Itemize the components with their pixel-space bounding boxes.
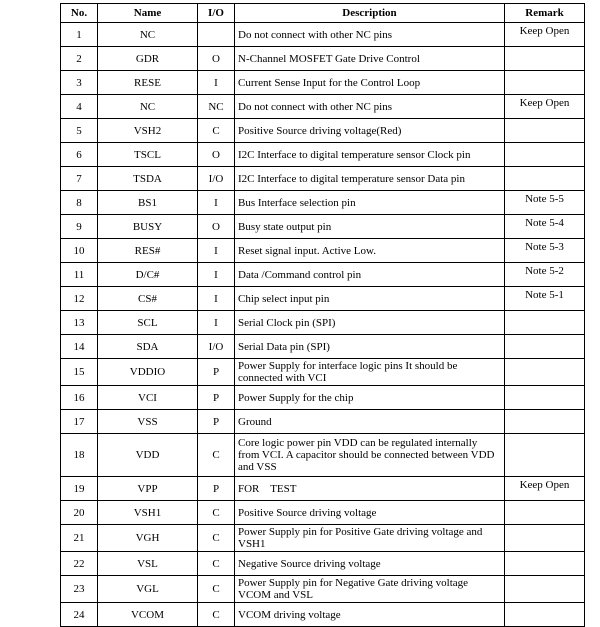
table-row — [61, 434, 585, 477]
cell-remark — [505, 167, 585, 191]
cell-io: P — [198, 477, 235, 501]
cell-no: 14 — [61, 335, 98, 359]
cell-no: 16 — [61, 386, 98, 410]
cell-no: 7 — [61, 167, 98, 191]
cell-remark — [505, 386, 585, 410]
cell-description: Positive Source driving voltage(Red) — [235, 119, 505, 143]
cell-remark — [505, 410, 585, 434]
cell-name: VDD — [98, 434, 198, 477]
table-row — [61, 501, 585, 525]
cell-description: FOR TEST — [235, 477, 505, 501]
table-body — [61, 23, 585, 627]
table-row — [61, 263, 585, 287]
cell-remark: Keep Open — [505, 95, 585, 119]
cell-name: BUSY — [98, 215, 198, 239]
table-row — [61, 119, 585, 143]
table-row — [61, 191, 585, 215]
cell-name: SDA — [98, 335, 198, 359]
table-row — [61, 239, 585, 263]
cell-remark — [505, 119, 585, 143]
cell-io: C — [198, 434, 235, 477]
table-row — [61, 525, 585, 552]
table-row — [61, 143, 585, 167]
header-io: I/O — [198, 4, 235, 23]
cell-no: 4 — [61, 95, 98, 119]
cell-name: TSCL — [98, 143, 198, 167]
cell-name: VSL — [98, 552, 198, 576]
cell-no: 19 — [61, 477, 98, 501]
cell-remark — [505, 335, 585, 359]
cell-name: TSDA — [98, 167, 198, 191]
cell-io: P — [198, 410, 235, 434]
cell-remark — [505, 576, 585, 603]
cell-remark: Note 5-5 — [505, 191, 585, 215]
cell-description: Power Supply for interface logic pins It should be connected with VCI — [235, 359, 505, 386]
table-row — [61, 95, 585, 119]
cell-description: VCOM driving voltage — [235, 603, 505, 627]
cell-no: 5 — [61, 119, 98, 143]
cell-io: C — [198, 501, 235, 525]
cell-no: 6 — [61, 143, 98, 167]
cell-remark — [505, 311, 585, 335]
cell-io: I — [198, 263, 235, 287]
cell-no: 11 — [61, 263, 98, 287]
cell-name: VCI — [98, 386, 198, 410]
table-row — [61, 287, 585, 311]
cell-name: NC — [98, 95, 198, 119]
cell-description: Core logic power pin VDD can be regulated internally from VCI. A capacitor should be connected between VDD and VSS — [235, 434, 505, 477]
cell-no: 15 — [61, 359, 98, 386]
cell-remark — [505, 525, 585, 552]
cell-io: C — [198, 603, 235, 627]
table-row — [61, 215, 585, 239]
cell-remark — [505, 501, 585, 525]
table-row — [61, 359, 585, 386]
cell-remark — [505, 434, 585, 477]
cell-remark: Keep Open — [505, 477, 585, 501]
cell-description: Positive Source driving voltage — [235, 501, 505, 525]
cell-name: VPP — [98, 477, 198, 501]
table-row — [61, 47, 585, 71]
table-row — [61, 410, 585, 434]
cell-name: VGL — [98, 576, 198, 603]
cell-name: RESE — [98, 71, 198, 95]
cell-description: Serial Data pin (SPI) — [235, 335, 505, 359]
table-header-row — [61, 4, 585, 23]
cell-description: Data /Command control pin — [235, 263, 505, 287]
header-no: No. — [61, 4, 98, 23]
cell-description: Serial Clock pin (SPI) — [235, 311, 505, 335]
cell-description: Busy state output pin — [235, 215, 505, 239]
cell-description: Reset signal input. Active Low. — [235, 239, 505, 263]
cell-io: P — [198, 359, 235, 386]
table-row — [61, 386, 585, 410]
cell-io: O — [198, 47, 235, 71]
cell-no: 21 — [61, 525, 98, 552]
cell-name: VGH — [98, 525, 198, 552]
cell-name: VSH1 — [98, 501, 198, 525]
pin-description-table — [60, 3, 585, 627]
cell-remark — [505, 47, 585, 71]
cell-name: RES# — [98, 239, 198, 263]
cell-io: I — [198, 191, 235, 215]
cell-description: Current Sense Input for the Control Loop — [235, 71, 505, 95]
cell-io: I — [198, 311, 235, 335]
cell-no: 18 — [61, 434, 98, 477]
table-row — [61, 335, 585, 359]
cell-description: Power Supply pin for Positive Gate driving voltage and VSH1 — [235, 525, 505, 552]
cell-io: NC — [198, 95, 235, 119]
cell-io: C — [198, 525, 235, 552]
cell-name: VCOM — [98, 603, 198, 627]
cell-description: N-Channel MOSFET Gate Drive Control — [235, 47, 505, 71]
cell-io: I — [198, 287, 235, 311]
cell-description: Power Supply pin for Negative Gate driving voltage VCOM and VSL — [235, 576, 505, 603]
cell-remark — [505, 71, 585, 95]
cell-description: Do not connect with other NC pins — [235, 95, 505, 119]
cell-name: SCL — [98, 311, 198, 335]
cell-remark: Note 5-4 — [505, 215, 585, 239]
cell-no: 17 — [61, 410, 98, 434]
table-row — [61, 311, 585, 335]
cell-io: O — [198, 143, 235, 167]
cell-io: I — [198, 239, 235, 263]
table-row — [61, 23, 585, 47]
cell-no: 10 — [61, 239, 98, 263]
cell-no: 23 — [61, 576, 98, 603]
cell-no: 12 — [61, 287, 98, 311]
cell-name: GDR — [98, 47, 198, 71]
cell-remark: Note 5-2 — [505, 263, 585, 287]
cell-no: 1 — [61, 23, 98, 47]
cell-io: C — [198, 576, 235, 603]
cell-description: I2C Interface to digital temperature sensor Clock pin — [235, 143, 505, 167]
cell-no: 24 — [61, 603, 98, 627]
cell-name: BS1 — [98, 191, 198, 215]
cell-description: Power Supply for the chip — [235, 386, 505, 410]
cell-remark — [505, 359, 585, 386]
cell-io: I/O — [198, 167, 235, 191]
cell-description: Chip select input pin — [235, 287, 505, 311]
table-row — [61, 576, 585, 603]
cell-io: C — [198, 552, 235, 576]
header-description: Description — [235, 4, 505, 23]
cell-remark — [505, 603, 585, 627]
table-row — [61, 603, 585, 627]
cell-io: O — [198, 215, 235, 239]
cell-io: I/O — [198, 335, 235, 359]
cell-io: I — [198, 71, 235, 95]
cell-remark: Note 5-1 — [505, 287, 585, 311]
cell-remark: Keep Open — [505, 23, 585, 47]
cell-no: 9 — [61, 215, 98, 239]
table-row — [61, 552, 585, 576]
header-name: Name — [98, 4, 198, 23]
cell-no: 20 — [61, 501, 98, 525]
cell-remark — [505, 552, 585, 576]
cell-description: Ground — [235, 410, 505, 434]
cell-name: NC — [98, 23, 198, 47]
cell-name: VSS — [98, 410, 198, 434]
cell-remark: Note 5-3 — [505, 239, 585, 263]
cell-no: 13 — [61, 311, 98, 335]
cell-no: 3 — [61, 71, 98, 95]
table-row — [61, 167, 585, 191]
cell-description: Bus Interface selection pin — [235, 191, 505, 215]
cell-no: 8 — [61, 191, 98, 215]
cell-no: 2 — [61, 47, 98, 71]
cell-io — [198, 23, 235, 47]
pin-description-document — [60, 3, 570, 627]
table-row — [61, 71, 585, 95]
cell-name: VDDIO — [98, 359, 198, 386]
cell-no: 22 — [61, 552, 98, 576]
cell-description: Negative Source driving voltage — [235, 552, 505, 576]
cell-name: D/C# — [98, 263, 198, 287]
table-row — [61, 477, 585, 501]
cell-remark — [505, 143, 585, 167]
cell-name: CS# — [98, 287, 198, 311]
cell-description: Do not connect with other NC pins — [235, 23, 505, 47]
cell-io: C — [198, 119, 235, 143]
cell-name: VSH2 — [98, 119, 198, 143]
cell-io: P — [198, 386, 235, 410]
cell-description: I2C Interface to digital temperature sensor Data pin — [235, 167, 505, 191]
header-remark: Remark — [505, 4, 585, 23]
